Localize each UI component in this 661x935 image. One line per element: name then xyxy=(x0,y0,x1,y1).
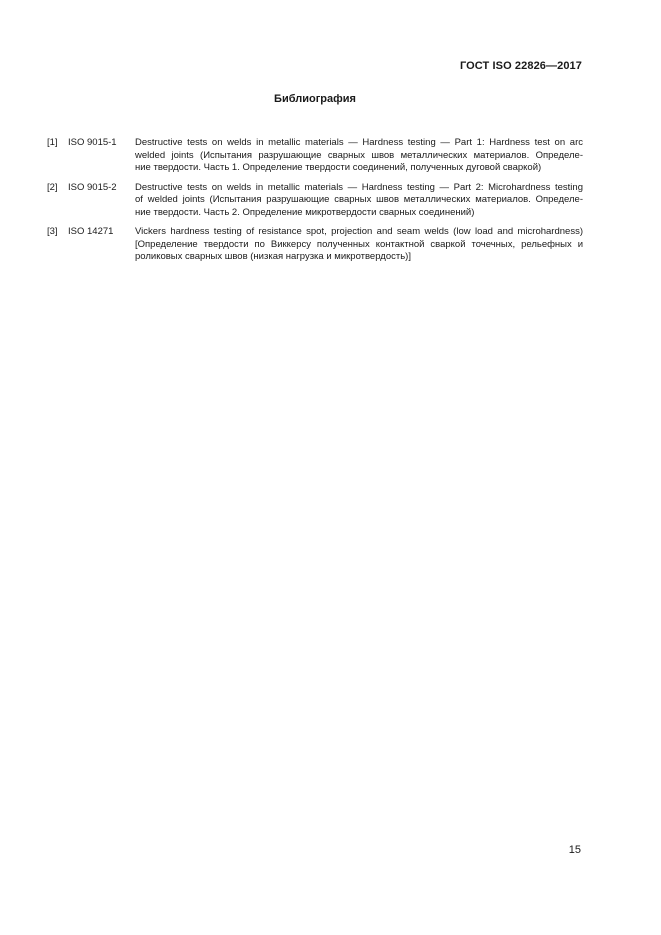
entry-number: [1] xyxy=(47,137,58,148)
entry-line: of welded joints (Испытания разрушающие сварных швов металлических материалов. Определе- xyxy=(135,194,583,205)
bibliography-entry xyxy=(47,137,583,175)
page-number: 15 xyxy=(568,844,581,856)
entry-description xyxy=(135,182,583,220)
entry-line: Destructive tests on welds in metallic materials — Hardness testing — Part 2: Microhardness testing xyxy=(135,181,583,193)
standard-code: ГОСТ ISO 22826—2017 xyxy=(459,60,582,72)
entry-line: ние твердости. Часть 1. Определение твердости соединений, полученных дуговой сваркой) xyxy=(135,162,542,173)
bibliography-entry xyxy=(47,182,583,220)
entry-line: [Определение твердости по Виккерсу полученных контактной сваркой точечных, рельефных и xyxy=(135,238,583,250)
entry-standard-code: ISO 9015-2 xyxy=(68,181,117,193)
entry-description xyxy=(135,226,583,264)
entry-line: роликовых сварных швов (низкая нагрузка и микротвердость)] xyxy=(135,251,411,262)
entry-line: welded joints (Испытания разрушающие сварных швов металлических материалов. Определе- xyxy=(135,149,583,161)
bibliography-entry xyxy=(47,226,583,264)
entry-number: [3] xyxy=(47,226,58,237)
bibliography-list xyxy=(47,137,583,271)
entry-standard-code: ISO 9015-1 xyxy=(68,137,117,148)
section-title: Библиография xyxy=(274,93,356,105)
entry-line: Destructive tests on welds in metallic materials — Hardness testing — Part 1: Hardness test on arc xyxy=(135,137,583,148)
entry-number: [2] xyxy=(47,181,58,193)
entry-description xyxy=(135,137,583,175)
entry-line: Vickers hardness testing of resistance spot, projection and seam welds (low load and microhardness) xyxy=(135,226,583,237)
entry-standard-code: ISO 14271 xyxy=(68,226,114,237)
entry-line: ние твердости. Часть 2. Определение микротвердости сварных соединений) xyxy=(135,206,475,218)
